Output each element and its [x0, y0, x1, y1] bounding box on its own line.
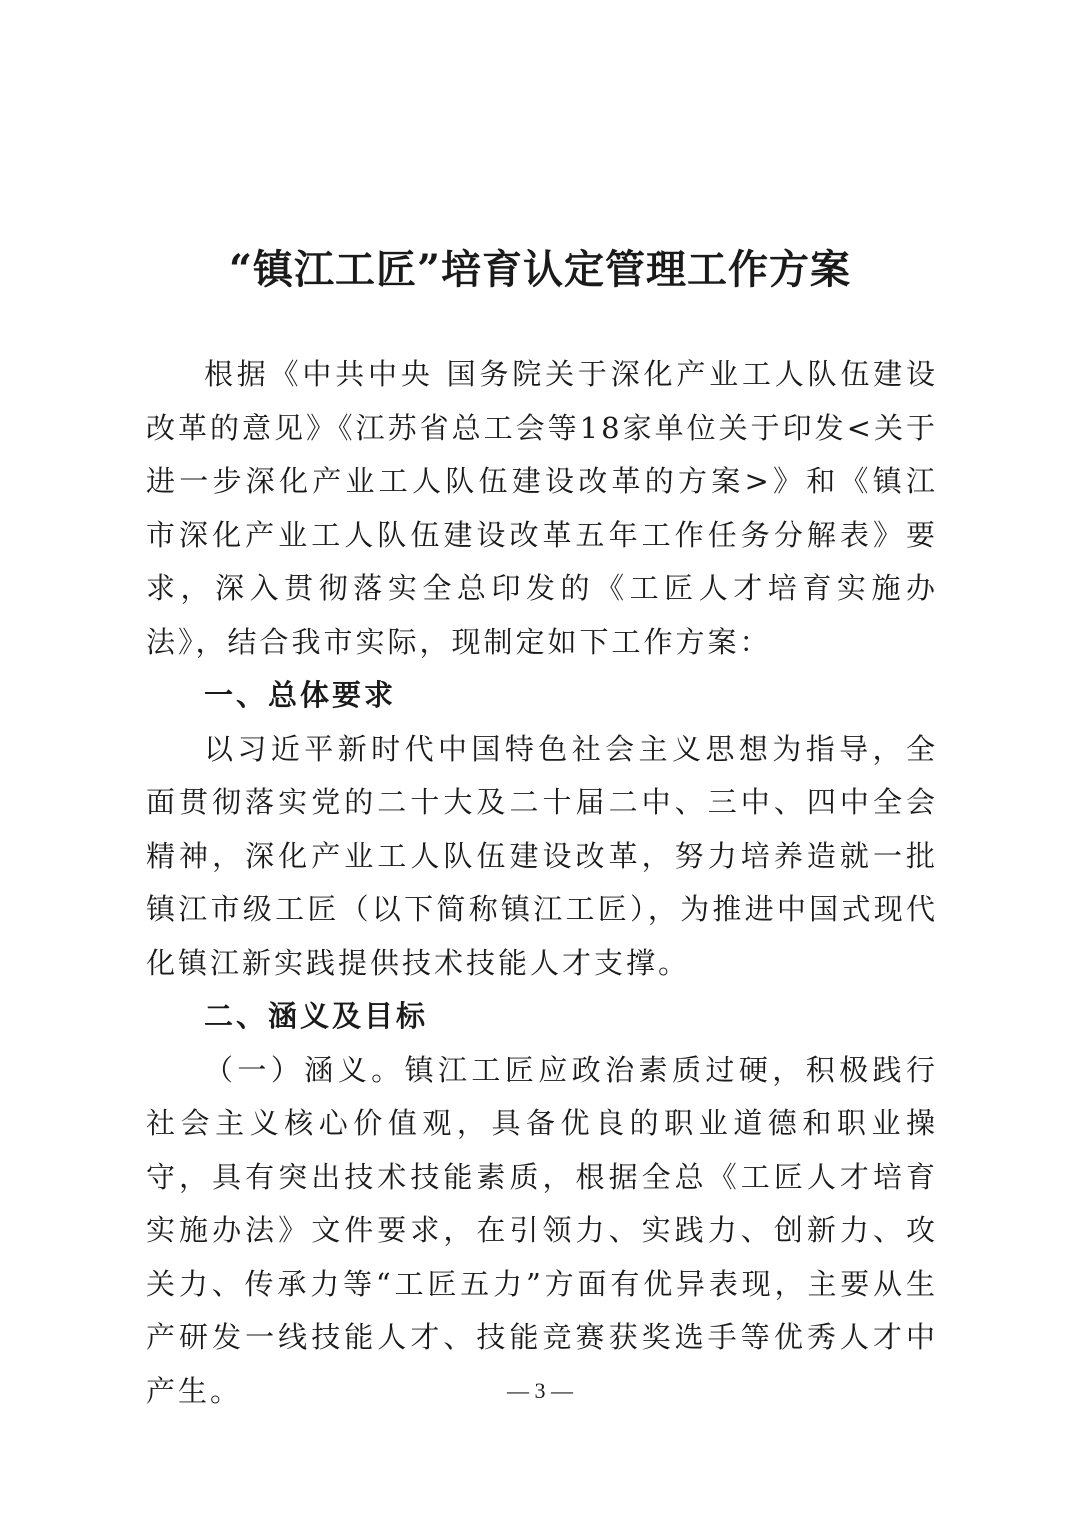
- document-title: “镇江工匠”培育认定管理工作方案: [228, 246, 851, 293]
- section-heading-general-requirements: 一、总体要求: [204, 678, 397, 712]
- document-body: [146, 348, 938, 1418]
- section-heading-meaning-and-goals: 二、涵义及目标: [204, 999, 429, 1033]
- meaning-paragraph: （一）涵义。镇江工匠应政治素质过硬，积极践行社会主义核心价值观，具备优良的职业道德和职业操守，具有突出技术技能素质，根据全总《工匠人才培育实施办法》文件要求，在引领力、实践力、创新力、攻关力、传承力等“工匠五力”方面有优异表现，主要从生产研发一线技能人才、技能竞赛获奖选手等优秀人才中产生。: [146, 1052, 938, 1408]
- intro-paragraph: 根据《中共中央 国务院关于深化产业工人队伍建设改革的意见》《江苏省总工会等18家单位关于印发<关于进一步深化产业工人队伍建设改革的方案>》和《镇江市深化产业工人队伍建设改革五年工作任务分解表》要求，深入贯彻落实全总印发的《工匠人才培育实施办法》，结合我市实际，现制定如下工作方案：: [146, 357, 938, 659]
- page-number: — 3 —: [507, 1378, 573, 1403]
- general-requirements-paragraph: 以习近平新时代中国特色社会主义思想为指导，全面贯彻落实党的二十大及二十届二中、三中、四中全会精神，深化产业工人队伍建设改革，努力培养造就一批镇江市级工匠（以下简称镇江工匠），为推进中国式现代化镇江新实践提供技术技能人才支撑。: [146, 731, 938, 980]
